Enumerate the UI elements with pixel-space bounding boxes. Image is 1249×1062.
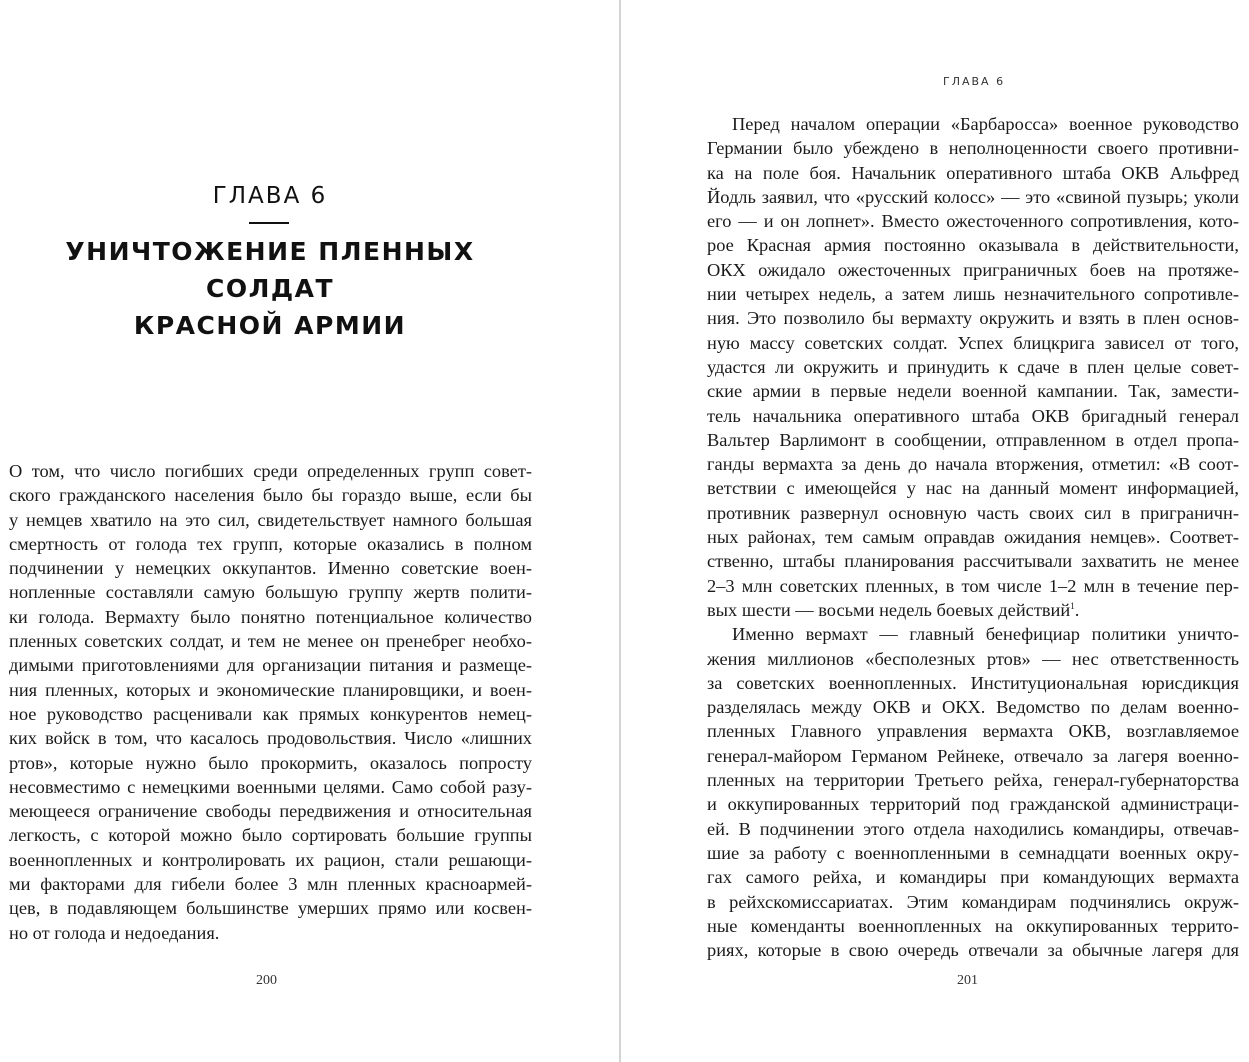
left-body-text [9,459,532,945]
text-line: димыми приготовлениями для организации питания и размеще- [9,655,532,676]
text-line: ского гражданского населения было бы гораздо выше, если бы [9,485,532,506]
footnote-marker[interactable]: 1 [1070,600,1075,611]
text-line: нопленные составляли самую большую группу жертв полити- [9,582,532,603]
text-line: ное руководство расценивали как прямых конкурентов немец- [9,703,532,724]
text-line: противник развернул основную часть своих сил в приграничн- [707,502,1239,523]
text-line: жения миллионов «бесполезных ртов» — нес ответственность [707,648,1239,669]
text-line: ных районах, тем самым оправдав ожидания немцев». Соответ- [707,527,1239,548]
chapter-title-line: УНИЧТОЖЕНИЕ ПЛЕННЫХ СОЛДАТ [65,237,475,303]
text-line: риях, которые в свою очередь отвечали за обычные лагеря для [707,940,1239,961]
text-line: ственно, штабы планирования рассчитывали захватить не менее [707,551,1239,572]
text-line: цев, в подавляющем большинстве умерших прямо или косвен- [9,898,532,919]
text-line: О том, что число погибших среди определенных групп совет- [9,461,532,481]
text-line: пленных на территории Третьего рейха, генерал-губернаторства [707,770,1239,791]
text-line: нии четырех недель, а затем лишь незначительного сопротивле- [707,284,1239,305]
text-line: Вальтер Варлимонт в сообщении, отправленном в отдел пропа- [707,429,1239,450]
text-line: смертность от голода тех групп, которые оказались в полном [9,533,532,554]
chapter-title-line: КРАСНОЙ АРМИИ [133,311,407,340]
text-line: ные коменданты военнопленных на оккупированных террито- [707,915,1239,936]
text-line: ния пленных, которых и экономические планировщики, и воен- [9,679,532,700]
page-number: 201 [957,973,978,988]
running-head: ГЛАВА 6 [943,75,1006,88]
chapter-divider [249,222,289,224]
text-line: Германии было убеждено в неполноценности своего противни- [707,138,1239,159]
text-line: Йодль заявил, что «русский колосс» — это «свиной пузырь; уколи [707,186,1239,207]
chapter-label: ГЛАВА 6 [212,183,328,209]
text-line: военнопленных и контролировать их рацион, стали решающи- [9,849,532,870]
text-line: ка на поле боя. Начальник оперативного штаба ОКВ Альфред [707,162,1239,183]
text-line: ния. Это позволило бы вермахту окружить и взять в плен основ- [707,308,1239,329]
text-line: ей. В подчинении этого отдела находились командиры, отвечав- [707,818,1239,839]
text-line: гах самого рейха, и командиры при командующих вермахта [707,867,1239,888]
text-line: ские армии в первые недели военной кампании. Так, замести- [707,381,1239,402]
text-line: за советских военнопленных. Институциональная юрисдикция [707,672,1239,693]
text-line: его — и он лопнет». Вместо ожесточенного сопротивления, кото- [707,211,1239,232]
text-line: ких войск в том, что касалось продовольствия. Число «лишних [9,728,532,749]
page-number: 200 [256,973,277,988]
chapter-title [0,233,540,344]
text-line: 2–3 млн советских пленных, в том числе 1–2 млн в течение пер- [707,575,1239,596]
text-line-with-footnote: вых шести — восьми недель боевых действий$^1$. [707,599,1080,620]
text-line: удастся ли окружить и принудить к сдаче в плен целые совет- [707,356,1239,377]
text-line: разделялась между ОКВ и ОКХ. Ведомство по делам военно- [707,697,1239,718]
text-line: в рейхскомиссариатах. Этим командирам подчинялись окруж- [707,891,1239,912]
text-line: ветствии с имеющейся у нас на данный момент информацией, [707,478,1239,499]
text-line: генерал-майором Германом Рейнеке, отвечало за лагеря военно- [707,745,1239,766]
text-line: подчинении у немецких оккупантов. Именно советские воен- [9,558,532,579]
text-line: и оккупированных территорий под гражданской администраци- [707,794,1239,815]
text-line: шие за работу с военнопленными в семнадцати военных окру- [707,842,1239,863]
text-line: пленных советских солдат, и тем не менее он пренебрег необхо- [9,631,532,652]
text-line: ганды вермахта за день до начала вторжения, отметил: «В соот- [707,454,1239,475]
text-line: легкость, с которой можно было сортировать большие группы [9,825,532,846]
text-line: ртов», которые нужно было прокормить, оказалось попросту [9,752,532,773]
text-line: но от голода и недоедания. [9,922,220,943]
text-fragment: вых шести — восьми недель боевых действий [707,599,1071,620]
right-page [621,0,1249,1062]
text-line: пленных Главного управления вермахта ОКВ, возглавляемое [707,721,1239,742]
text-line: ки голода. Вермахту было понятно потенциальное количество [9,606,532,627]
text-line: рое Красная армия постоянно оказывала в действительности, [707,235,1239,256]
text-line: ОКХ ожидало ожесточенных приграничных боев на протяже- [707,259,1239,280]
right-body-text [707,112,1239,962]
left-page [0,0,620,1062]
text-line: ми факторами для гибели более 3 млн пленных красноармей- [9,874,532,895]
text-line: ную массу советских солдат. Успех блицкрига зависел от того, [707,332,1239,353]
text-line: меющееся ограничение свободы передвижения и относительная [9,801,532,822]
text-line: тель начальника оперативного штаба ОКВ бригадный генерал [707,405,1239,426]
text-line: у немцев хватило на это сил, свидетельствует намного большая [9,509,532,530]
text-line: Именно вермахт — главный бенефициар политики уничто- [732,624,1239,645]
text-line: Перед началом операции «Барбаросса» военное руководство [732,114,1239,134]
text-line: несовместимо с немецкими военными целями. Само собой разу- [9,776,532,797]
